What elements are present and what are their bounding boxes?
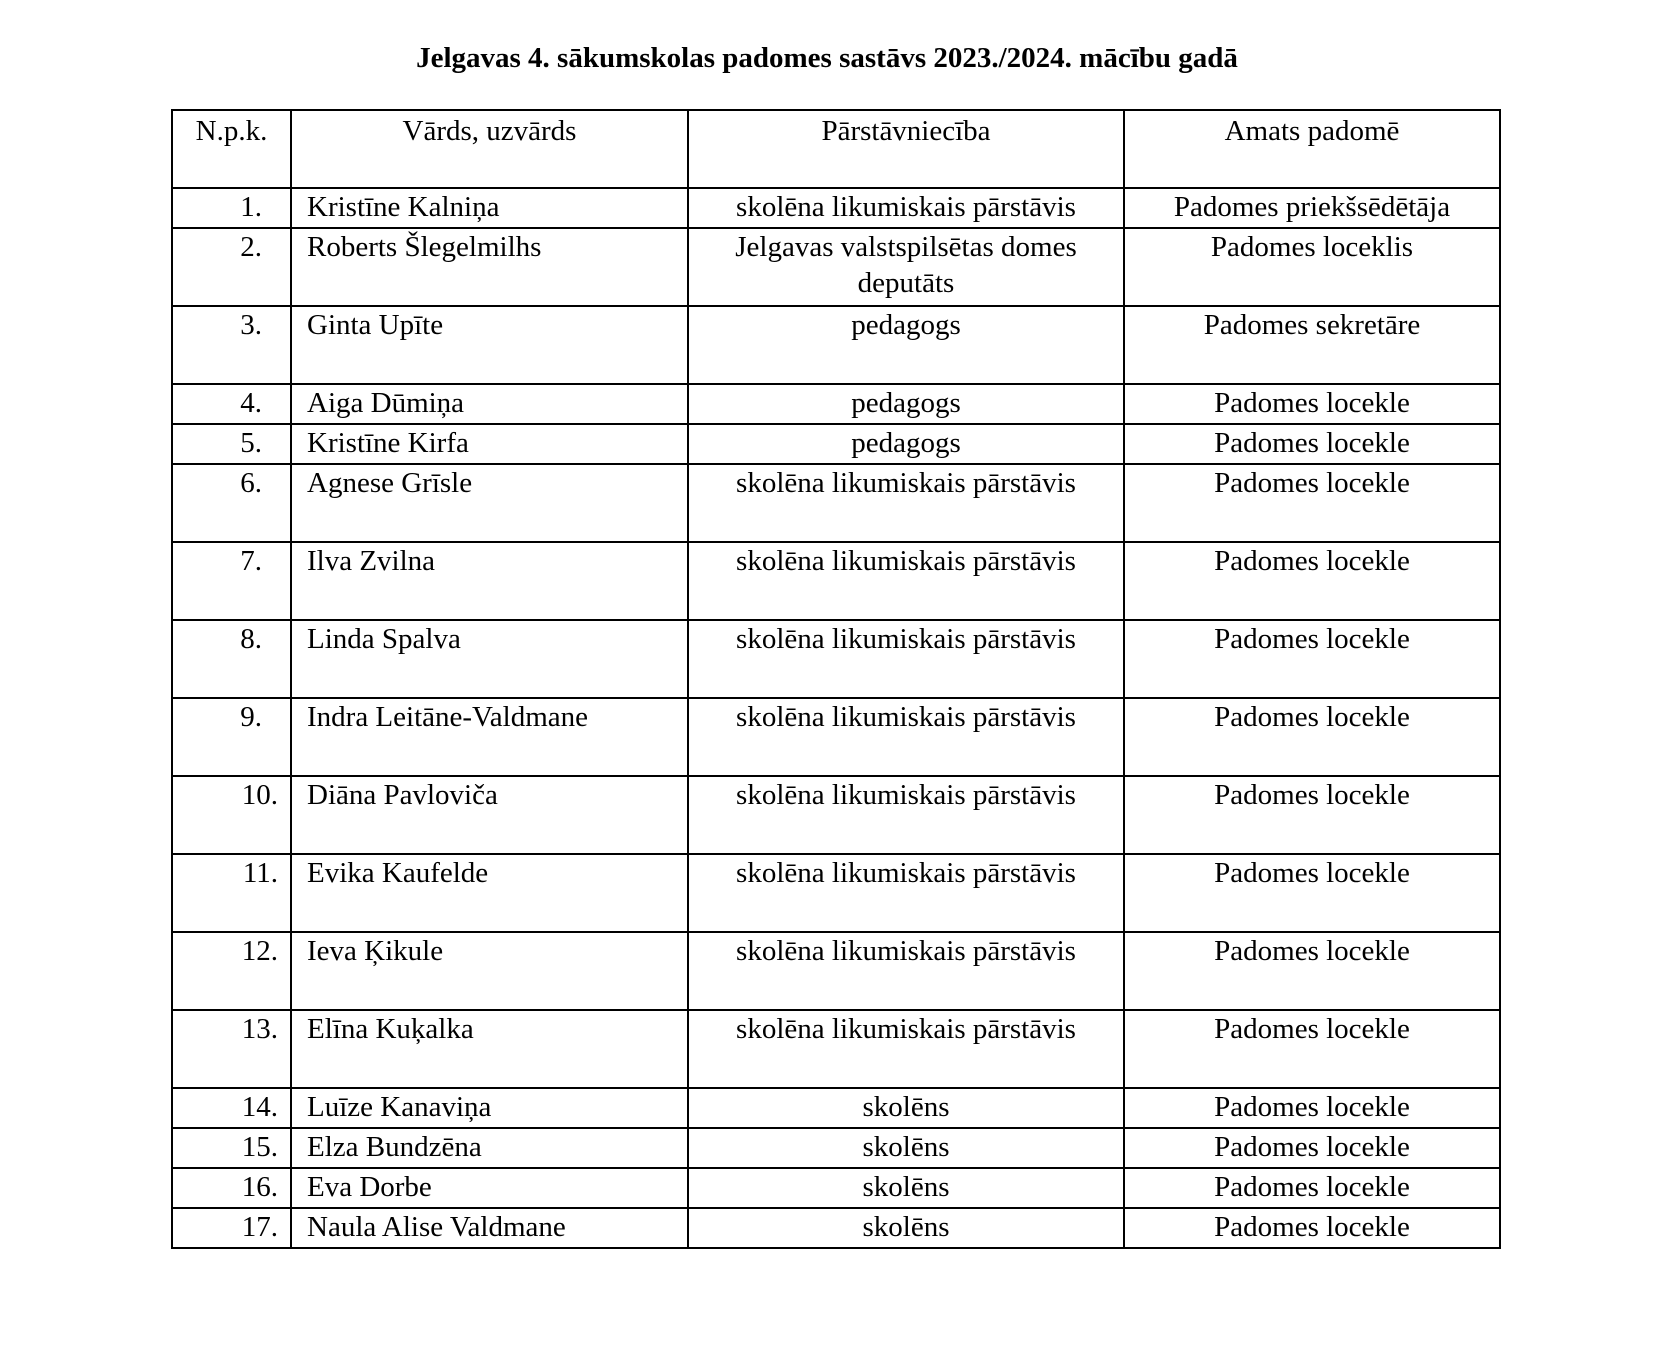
member-name: Elza Bundzēna [291, 1128, 688, 1168]
member-position: Padomes locekle [1124, 1168, 1500, 1208]
table-row [172, 1128, 1500, 1168]
member-position: Padomes locekle [1124, 932, 1500, 1010]
table-row [172, 1168, 1500, 1208]
table-row [172, 1088, 1500, 1128]
table-row [172, 424, 1500, 464]
row-number: 2. [172, 228, 291, 306]
member-position: Padomes locekle [1124, 854, 1500, 932]
member-representation: skolēna likumiskais pārstāvis [688, 698, 1124, 776]
member-position: Padomes locekle [1124, 424, 1500, 464]
member-position: Padomes locekle [1124, 1208, 1500, 1248]
member-position: Padomes sekretāre [1124, 306, 1500, 384]
member-representation: pedagogs [688, 424, 1124, 464]
member-representation: Jelgavas valstspilsētas domes deputāts [688, 228, 1124, 306]
member-position: Padomes locekle [1124, 698, 1500, 776]
row-number: 17. [172, 1208, 291, 1248]
member-name: Elīna Kuķalka [291, 1010, 688, 1088]
member-name: Aiga Dūmiņa [291, 384, 688, 424]
member-position: Padomes locekle [1124, 776, 1500, 854]
row-number: 12. [172, 932, 291, 1010]
member-name: Indra Leitāne-Valdmane [291, 698, 688, 776]
row-number: 15. [172, 1128, 291, 1168]
member-name: Roberts Šlegelmilhs [291, 228, 688, 306]
table-row [172, 854, 1500, 932]
header-representation: Pārstāvniecība [688, 110, 1124, 188]
member-name: Naula Alise Valdmane [291, 1208, 688, 1248]
member-position: Padomes locekle [1124, 542, 1500, 620]
member-position: Padomes locekle [1124, 384, 1500, 424]
member-representation: skolēns [688, 1168, 1124, 1208]
row-number: 4. [172, 384, 291, 424]
member-position: Padomes locekle [1124, 1088, 1500, 1128]
member-name: Ilva Zvilna [291, 542, 688, 620]
row-number: 13. [172, 1010, 291, 1088]
member-position: Padomes locekle [1124, 464, 1500, 542]
member-representation: skolēns [688, 1128, 1124, 1168]
member-name: Linda Spalva [291, 620, 688, 698]
member-representation: skolēna likumiskais pārstāvis [688, 776, 1124, 854]
row-number: 8. [172, 620, 291, 698]
member-name: Agnese Grīsle [291, 464, 688, 542]
member-representation: skolēna likumiskais pārstāvis [688, 464, 1124, 542]
member-position: Padomes priekšsēdētāja [1124, 188, 1500, 228]
member-name: Kristīne Kalniņa [291, 188, 688, 228]
table-row [172, 306, 1500, 384]
row-number: 14. [172, 1088, 291, 1128]
row-number: 1. [172, 188, 291, 228]
member-position: Padomes loceklis [1124, 228, 1500, 306]
table-row [172, 188, 1500, 228]
row-number: 6. [172, 464, 291, 542]
document-title: Jelgavas 4. sākumskolas padomes sastāvs 2023./2024. mācību gadā [416, 42, 1238, 74]
member-representation: skolēna likumiskais pārstāvis [688, 932, 1124, 1010]
member-name: Ieva Ķikule [291, 932, 688, 1010]
member-representation: skolēns [688, 1088, 1124, 1128]
member-representation: skolēna likumiskais pārstāvis [688, 620, 1124, 698]
row-number: 9. [172, 698, 291, 776]
row-number: 5. [172, 424, 291, 464]
member-position: Padomes locekle [1124, 620, 1500, 698]
member-name: Kristīne Kirfa [291, 424, 688, 464]
table-row [172, 228, 1500, 306]
table-header-row [172, 110, 1500, 188]
header-number: N.p.k. [172, 110, 291, 188]
member-name: Evika Kaufelde [291, 854, 688, 932]
member-representation: skolēna likumiskais pārstāvis [688, 854, 1124, 932]
member-representation: skolēna likumiskais pārstāvis [688, 1010, 1124, 1088]
row-number: 10. [172, 776, 291, 854]
member-name: Ginta Upīte [291, 306, 688, 384]
row-number: 16. [172, 1168, 291, 1208]
member-name: Eva Dorbe [291, 1168, 688, 1208]
member-representation: pedagogs [688, 384, 1124, 424]
member-name: Diāna Pavloviča [291, 776, 688, 854]
table-row [172, 1208, 1500, 1248]
council-table [171, 109, 1501, 1249]
table-row [172, 698, 1500, 776]
table-row [172, 384, 1500, 424]
row-number: 11. [172, 854, 291, 932]
member-representation: skolēna likumiskais pārstāvis [688, 542, 1124, 620]
member-representation: skolēna likumiskais pārstāvis [688, 188, 1124, 228]
table-row [172, 776, 1500, 854]
table-row [172, 1010, 1500, 1088]
row-number: 7. [172, 542, 291, 620]
member-name: Luīze Kanaviņa [291, 1088, 688, 1128]
row-number: 3. [172, 306, 291, 384]
table-row [172, 542, 1500, 620]
table-row [172, 464, 1500, 542]
table-row [172, 620, 1500, 698]
member-representation: skolēns [688, 1208, 1124, 1248]
table-row [172, 932, 1500, 1010]
header-name: Vārds, uzvārds [291, 110, 688, 188]
header-position: Amats padomē [1124, 110, 1500, 188]
member-position: Padomes locekle [1124, 1128, 1500, 1168]
member-position: Padomes locekle [1124, 1010, 1500, 1088]
member-representation: pedagogs [688, 306, 1124, 384]
